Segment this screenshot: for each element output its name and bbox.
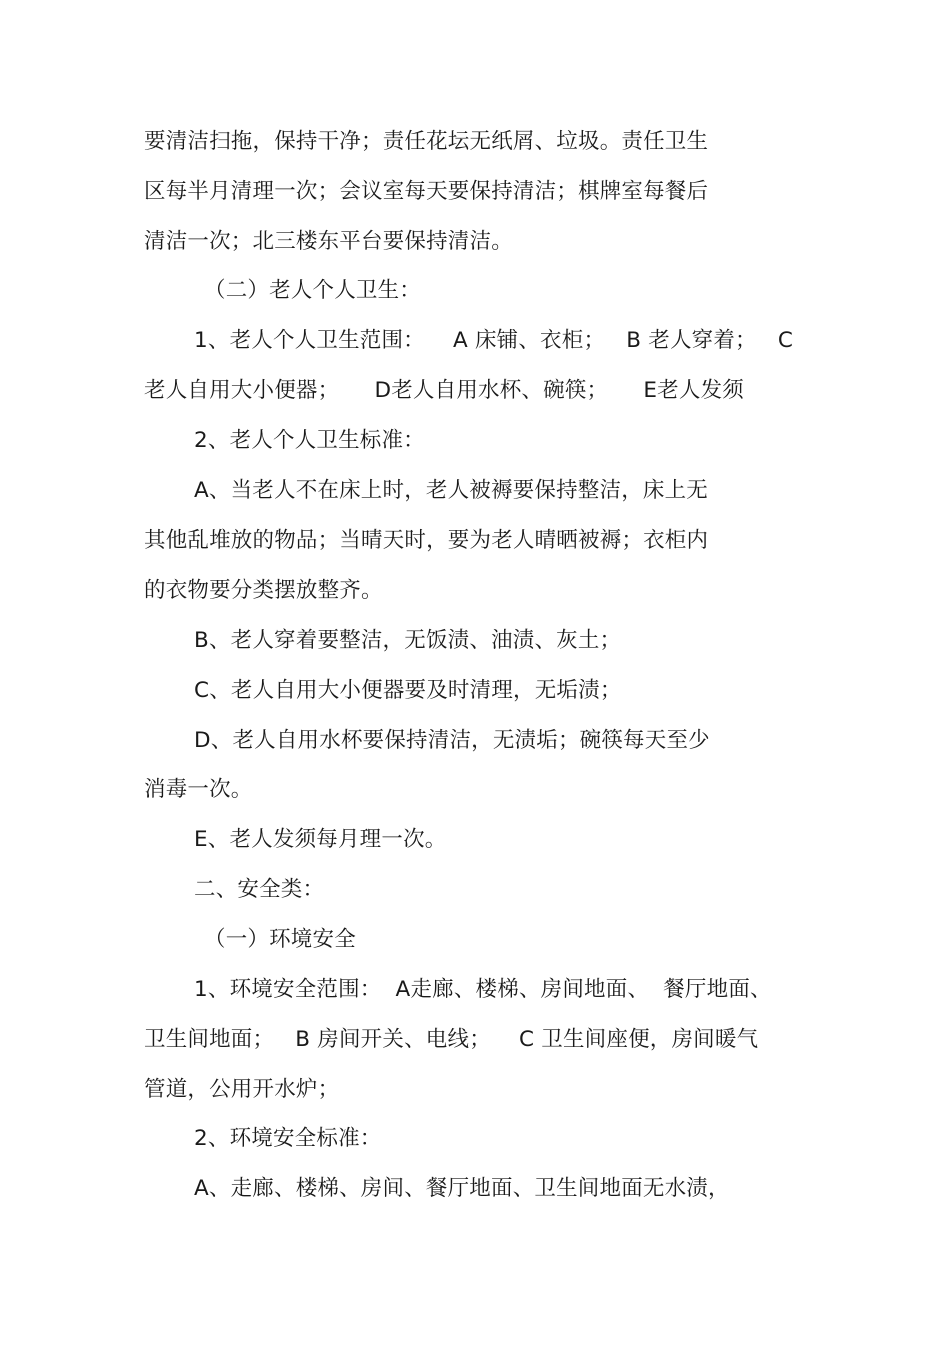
text-line: A、当老人不在床上时，老人被褥要保持整洁，床上无: [194, 478, 709, 503]
text-line: 的衣物要分类摆放整齐。: [144, 578, 383, 603]
text-line: 管道，公用开水炉；: [144, 1077, 340, 1102]
text-line: A、走廊、楼梯、房间、餐厅地面、卫生间地面无水渍，: [194, 1176, 730, 1201]
text-line: 1、环境安全范围： A走廊、楼梯、房间地面、 餐厅地面、: [194, 977, 772, 1002]
text-line: 2、环境安全标准：: [194, 1126, 382, 1151]
text-line: 其他乱堆放的物品；当晴天时，要为老人晴晒被褥；衣柜内: [144, 528, 709, 553]
section-heading: 二、安全类：: [194, 877, 325, 902]
section-heading: （二）老人个人卫生：: [204, 278, 422, 303]
text-line: 老人自用大小便器； D老人自用水杯、碗筷； E老人发须: [144, 378, 744, 403]
section-heading: （一）环境安全: [204, 927, 356, 952]
text-line: 1、老人个人卫生范围： A 床铺、衣柜； B 老人穿着； C: [194, 328, 794, 353]
text-line: 清洁一次；北三楼东平台要保持清洁。: [144, 229, 513, 254]
text-line: 消毒一次。: [144, 777, 253, 802]
text-line: E、老人发须每月理一次。: [194, 827, 447, 852]
text-line: C、老人自用大小便器要及时清理，无垢渍；: [194, 678, 622, 703]
text-line: 2、老人个人卫生标准：: [194, 428, 425, 453]
text-line: 要清洁扫拖，保持干净；责任花坛无纸屑、垃圾。责任卫生: [144, 129, 709, 154]
text-line: 区每半月清理一次；会议室每天要保持清洁；棋牌室每餐后: [144, 179, 709, 204]
text-line: 卫生间地面； B 房间开关、电线； C 卫生间座便，房间暖气: [144, 1027, 759, 1052]
text-line: B、老人穿着要整洁，无饭渍、油渍、灰土；: [194, 628, 622, 653]
text-line: D、老人自用水杯要保持清洁，无渍垢；碗筷每天至少: [194, 728, 710, 753]
